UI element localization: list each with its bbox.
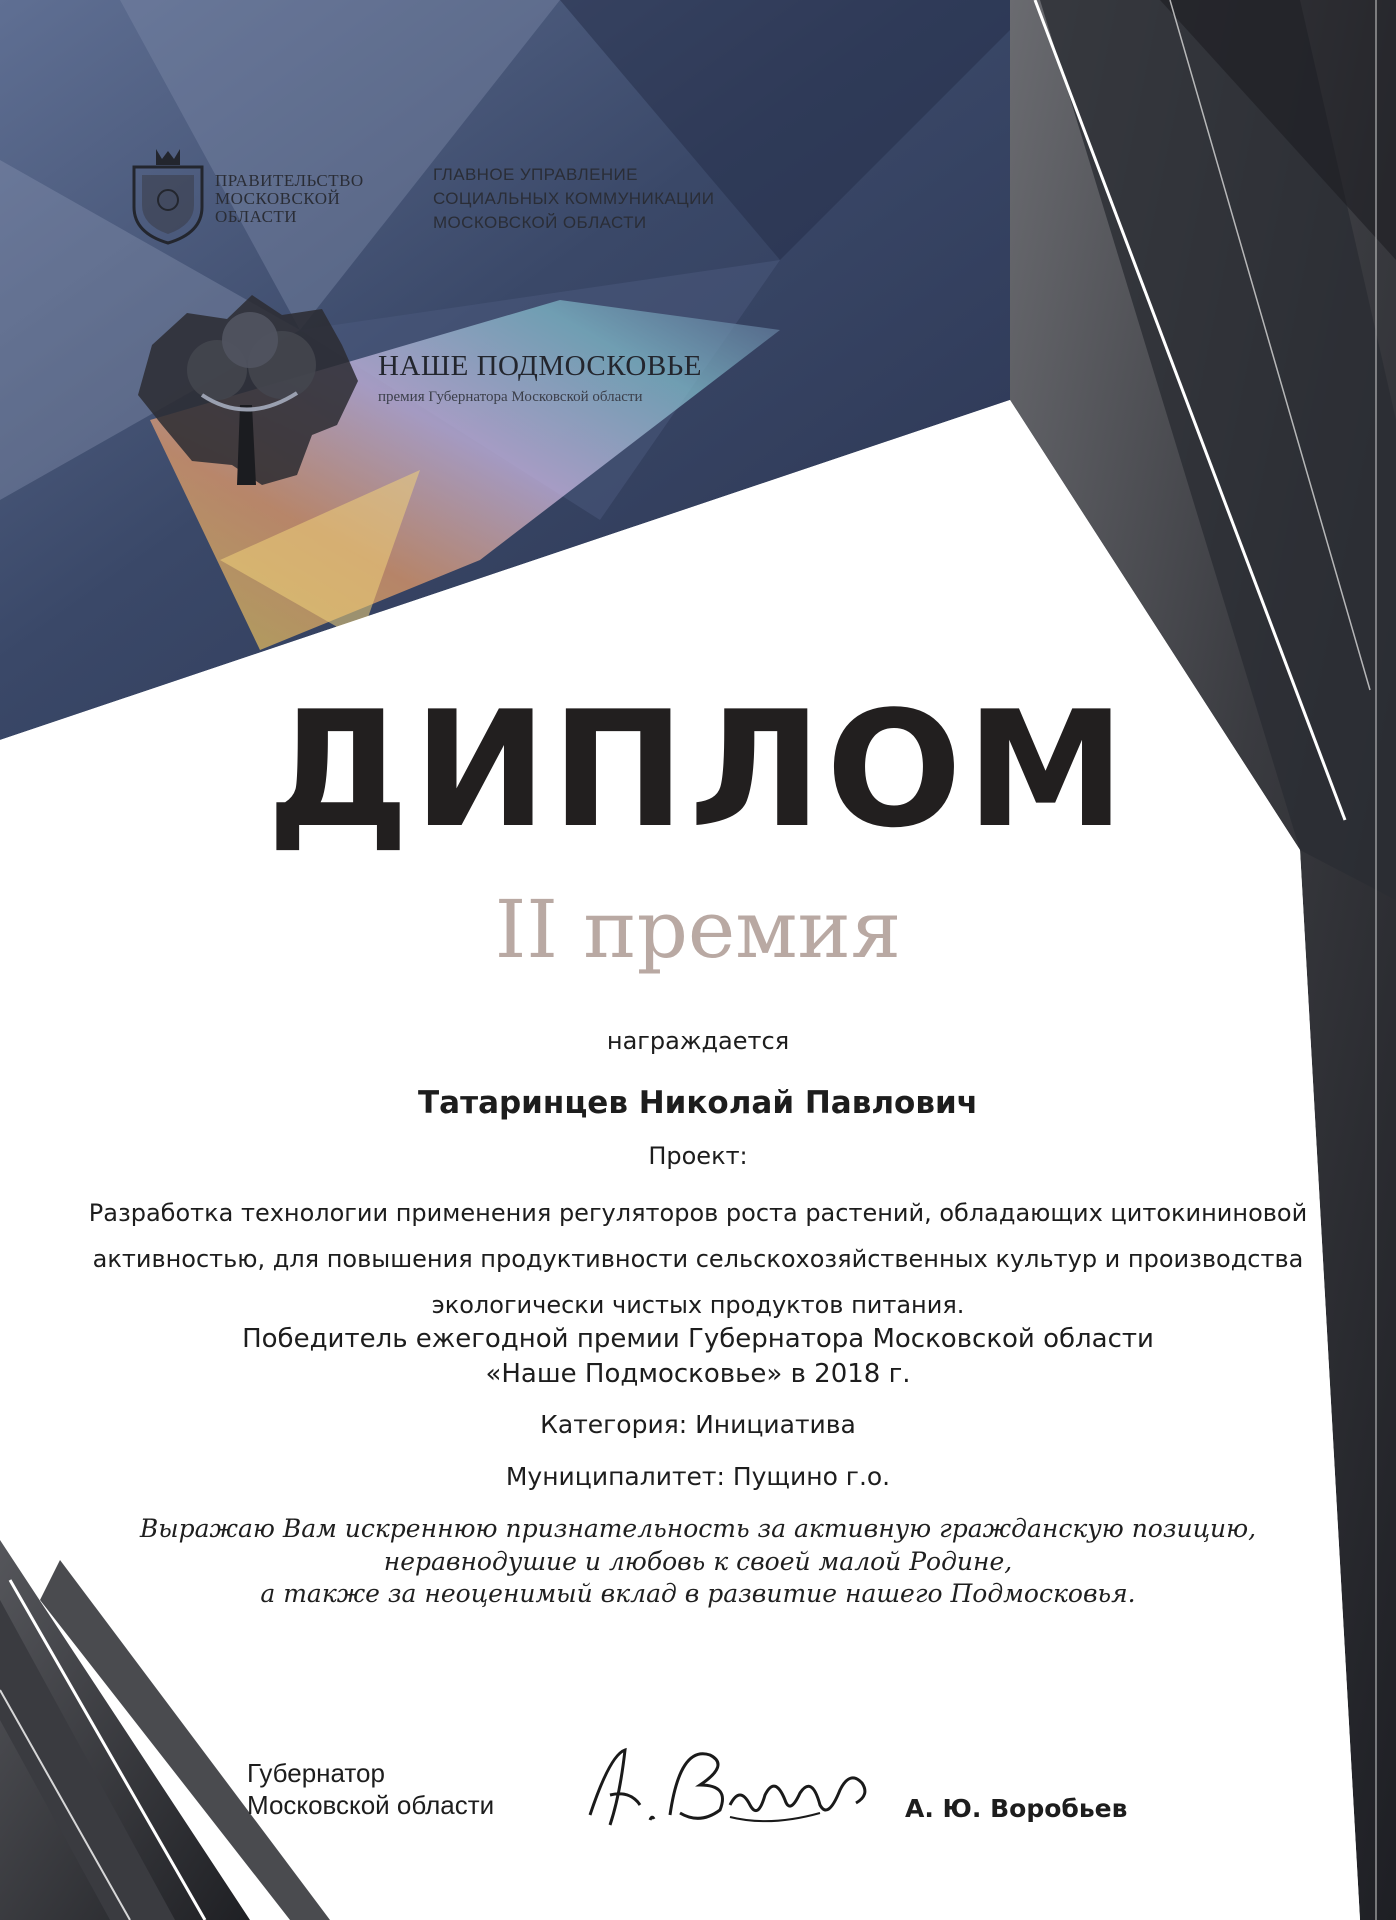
award-logo-title: НАШЕ ПОДМОСКОВЬЕ (378, 350, 703, 382)
department-name (433, 163, 714, 235)
winner-line-2: «Наше Подмосковье» в 2018 г. (485, 1359, 911, 1389)
signer-position-line-1: Губернатор (247, 1758, 385, 1788)
category: Категория: Инициатива (540, 1410, 856, 1439)
department-line-1: ГЛАВНОЕ УПРАВЛЕНИЕ (433, 165, 638, 184)
handwritten-signature (580, 1735, 880, 1845)
document-title: ДИПЛОМ (266, 676, 1130, 863)
coat-of-arms-icon (128, 145, 208, 245)
government-line-3: ОБЛАСТИ (215, 207, 298, 226)
award-logo-subtitle: премия Губернатора Московской области (378, 389, 643, 405)
signer-name: А. Ю. Воробьев (905, 1794, 1128, 1823)
gratitude-text (0, 1513, 1396, 1611)
gratitude-line-2: неравнодушие и любовь к своей малой Родине, (383, 1546, 1013, 1576)
municipality: Муниципалитет: Пущино г.о. (505, 1462, 891, 1491)
gratitude-line-3: а также за неоценимый вклад в развитие нашего Подмосковья. (260, 1579, 1136, 1608)
project-line-1: Разработка технологии применения регуляторов роста растений, обладающих цитокининовой (88, 1199, 1308, 1227)
government-line-2: МОСКОВСКОЙ (215, 189, 341, 208)
gratitude-line-1: Выражаю Вам искреннюю признательность за активную гражданскую позицию, (139, 1514, 1257, 1543)
department-line-3: МОСКОВСКОЙ ОБЛАСТИ (433, 213, 647, 232)
department-line-2: СОЦИАЛЬНЫХ КОММУНИКАЦИИ (433, 189, 715, 208)
project-line-2: активностью, для повышения продуктивности сельскохозяйственных культур и производства (92, 1245, 1304, 1273)
government-line-1: ПРАВИТЕЛЬСТВО (215, 171, 364, 190)
project-line-3: экологически чистых продуктов питания. (431, 1291, 965, 1319)
signer-position-line-2: Московской области (247, 1790, 495, 1820)
moscow-region-tree-logo-icon (132, 285, 362, 495)
winner-statement (0, 1322, 1396, 1392)
project-label: Проект: (648, 1142, 748, 1170)
project-description (0, 1190, 1396, 1328)
signer-position (247, 1757, 494, 1821)
winner-line-1: Победитель ежегодной премии Губернатора Московской области (242, 1324, 1154, 1354)
awarded-label: награждается (606, 1027, 790, 1055)
prize-title: II премия (494, 883, 902, 976)
government-name (215, 172, 364, 226)
recipient-name: Татаринцев Николай Павлович (418, 1085, 978, 1121)
